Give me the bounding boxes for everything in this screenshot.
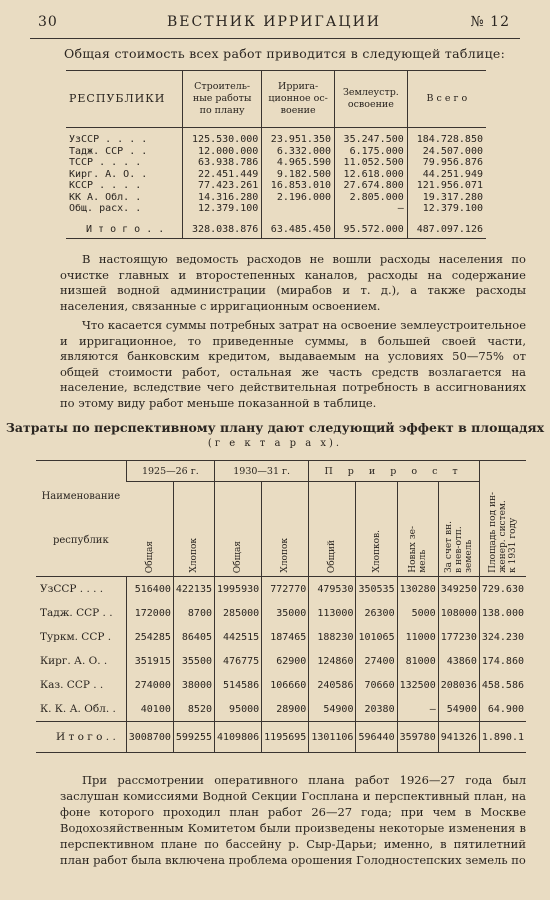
table-row xyxy=(66,157,486,169)
section-heading: Затраты по перспективному плану дают следующий эффект в площадях xyxy=(5,420,545,435)
area-cell: 54900 xyxy=(438,697,479,722)
table-row xyxy=(66,203,486,215)
area-cell: 11000 xyxy=(397,625,438,649)
area-table xyxy=(36,460,526,753)
republic-name: Тадж. ССР . . xyxy=(40,607,113,619)
total-cell: 4109806 xyxy=(215,722,262,753)
running-header xyxy=(38,14,510,36)
cost-cell: 16.853.010 xyxy=(262,180,335,192)
last-header xyxy=(479,461,526,577)
area-cell: 349250 xyxy=(438,577,479,602)
table-row xyxy=(36,649,526,673)
area-cell: 106660 xyxy=(262,673,309,697)
area-cell: 422135 xyxy=(173,577,214,602)
area-cell: 62900 xyxy=(262,649,309,673)
cost-cell: — xyxy=(335,203,408,215)
area-cell: 130280 xyxy=(397,577,438,602)
sub-header xyxy=(309,482,356,577)
area-cell: 208036 xyxy=(438,673,479,697)
cost-cell: 6.332.000 xyxy=(262,146,335,158)
area-cell: 1995930 xyxy=(215,577,262,602)
page-number: 30 xyxy=(38,14,58,30)
paragraph-plan xyxy=(60,772,526,868)
total-cell: 3008700 xyxy=(126,722,173,753)
paragraph-expenses xyxy=(60,252,526,314)
area-cell: 458.586 xyxy=(479,673,526,697)
total-cell: 1.890.1 xyxy=(479,722,526,753)
area-cell: 188230 xyxy=(309,625,356,649)
paragraph-expenses-text: В настоящую ведомость расходов не вошли расходы населения по очистке главных и второстепенных каналов, расходы на содержание низшей водной администрации (мирабов и т. д.), а также расходы населения, связанные с ирригационным освоением. xyxy=(60,252,526,313)
cost-cell: 23.951.350 xyxy=(262,128,335,146)
republic-name: Кирг. А. О. . xyxy=(69,168,148,180)
area-cell: 27400 xyxy=(356,649,397,673)
total-cell: 359780 xyxy=(397,722,438,753)
area-cell: 254285 xyxy=(126,625,173,649)
area-cell: 174.860 xyxy=(479,649,526,673)
cost-cell: 184.728.850 xyxy=(407,128,486,146)
republic-name: Общ. расх. . xyxy=(69,203,142,214)
area-cell: 187465 xyxy=(262,625,309,649)
table-row xyxy=(66,169,486,181)
area-cell: 479530 xyxy=(309,577,356,602)
table-row xyxy=(66,180,486,192)
cost-table-header: Строитель- ные работы по плану xyxy=(183,71,262,128)
area-cell: 124860 xyxy=(309,649,356,673)
cost-cell: 44.251.949 xyxy=(407,169,486,181)
sub-header-text: Общая xyxy=(144,540,155,573)
area-cell: 324.230 xyxy=(479,625,526,649)
total-cell: 328.038.876 xyxy=(183,215,262,239)
cost-cell: 27.674.800 xyxy=(335,180,408,192)
cost-cell: 19.317.280 xyxy=(407,192,486,204)
total-cell: 941326 xyxy=(438,722,479,753)
republic-name: Кирг. А. О. . xyxy=(40,655,108,667)
cost-cell xyxy=(262,203,335,215)
area-cell: 28900 xyxy=(262,697,309,722)
sub-header xyxy=(262,482,309,577)
area-cell: 86405 xyxy=(173,625,214,649)
area-cell: 95000 xyxy=(215,697,262,722)
republic-name: Тадж. ССР . . xyxy=(69,145,148,157)
journal-title: ВЕСТНИК ИРРИГАЦИИ xyxy=(166,14,382,30)
area-cell: 132500 xyxy=(397,673,438,697)
area-cell: 54900 xyxy=(309,697,356,722)
area-cell: 138.000 xyxy=(479,601,526,625)
cost-cell: 35.247.500 xyxy=(335,128,408,146)
area-cell: 514586 xyxy=(215,673,262,697)
paragraph-credit xyxy=(60,318,526,411)
cost-cell: 2.196.000 xyxy=(262,192,335,204)
cost-table-header: РЕСПУБЛИКИ xyxy=(66,71,183,128)
area-cell: 108000 xyxy=(438,601,479,625)
sub-header xyxy=(356,482,397,577)
area-cell: 113000 xyxy=(309,601,356,625)
cost-cell: 125.530.000 xyxy=(183,128,262,146)
republic-name: УзССР . . . . xyxy=(40,583,104,595)
area-cell: 43860 xyxy=(438,649,479,673)
total-cell: 95.572.000 xyxy=(335,215,408,239)
area-cell: 40100 xyxy=(126,697,173,722)
total-label: И т о г о . . xyxy=(36,722,126,753)
group-header-growth: П р и р о с т xyxy=(309,461,480,482)
area-cell: 8520 xyxy=(173,697,214,722)
area-cell: 274000 xyxy=(126,673,173,697)
sub-header xyxy=(126,482,173,577)
cost-cell: 63.938.786 xyxy=(183,157,262,169)
table-row xyxy=(36,577,526,602)
total-cell: 63.485.450 xyxy=(262,215,335,239)
republic-name: УзССР . . . . xyxy=(69,134,148,145)
sub-header xyxy=(173,482,214,577)
table-row xyxy=(36,601,526,625)
sub-header-text: Хлопок xyxy=(188,538,199,573)
area-cell: 20380 xyxy=(356,697,397,722)
cost-cell: 9.182.500 xyxy=(262,169,335,181)
sub-header xyxy=(215,482,262,577)
cost-cell: 11.052.500 xyxy=(335,157,408,169)
area-cell: 38000 xyxy=(173,673,214,697)
area-cell: 70660 xyxy=(356,673,397,697)
total-cell: 599255 xyxy=(173,722,214,753)
cost-cell: 12.618.000 xyxy=(335,169,408,181)
last-header-text: Площадь под ин- женер. систем. к 1931 году xyxy=(487,492,518,573)
total-row xyxy=(36,722,526,753)
area-cell: 81000 xyxy=(397,649,438,673)
table-row xyxy=(36,673,526,697)
sub-header xyxy=(438,482,479,577)
area-cell: — xyxy=(397,697,438,722)
area-cell: 35500 xyxy=(173,649,214,673)
table-row xyxy=(36,625,526,649)
total-cell: 596440 xyxy=(356,722,397,753)
cost-table-header: Землеустр. освоение xyxy=(335,71,408,128)
republic-name: КК А. Обл. . xyxy=(69,191,142,203)
cost-cell: 14.316.280 xyxy=(183,192,262,204)
area-cell: 351915 xyxy=(126,649,173,673)
republic-name: КССР . . . . xyxy=(69,180,142,191)
table-row xyxy=(66,128,486,146)
cost-cell: 22.451.449 xyxy=(183,169,262,181)
header-rule xyxy=(30,38,520,39)
area-cell: 101065 xyxy=(356,625,397,649)
total-cell: 487.097.126 xyxy=(407,215,486,239)
sub-header-text: Общий xyxy=(327,539,338,573)
republic-name: ТССР . . . . xyxy=(69,157,142,168)
group-header-1925: 1925—26 г. xyxy=(126,461,214,482)
area-cell: 35000 xyxy=(262,601,309,625)
republic-name: К. К. А. Обл. . xyxy=(40,703,116,715)
cost-cell: 79.956.876 xyxy=(407,157,486,169)
section-subheading: (г е к т а р а х). xyxy=(207,438,343,449)
sub-header-text: Хлопков. xyxy=(371,530,382,573)
name-header-text: Наименование республик xyxy=(41,490,121,546)
sub-header-text: Новых зе- мель xyxy=(407,526,428,573)
cost-cell: 24.507.000 xyxy=(407,146,486,158)
issue-number: № 12 xyxy=(470,14,510,30)
sub-header xyxy=(397,482,438,577)
republic-name: Туркм. ССР . xyxy=(40,631,112,643)
name-header xyxy=(36,461,126,577)
total-row xyxy=(66,215,486,239)
intro-line: Общая стоимость всех работ приводится в следующей таблице: xyxy=(64,46,506,61)
area-cell: 26300 xyxy=(356,601,397,625)
cost-cell: 121.956.071 xyxy=(407,180,486,192)
area-cell: 772770 xyxy=(262,577,309,602)
sub-header-text: Общая xyxy=(233,540,244,573)
paragraph-plan-text: При рассмотрении оперативного плана работ 1926—27 года был заслушан комиссиями Водной Секции Госплана и перспективный план, на фоне которого проходил план работ 26—27 года; при чем в Москве Водохозяйственным Комитетом были произведены некоторые изменения в перспективном плане по бассейну р. Сыр-Дарьи; именно, в пятилетний план работ была включена проблема орошения Голодностепских земель по xyxy=(60,773,526,867)
cost-cell: 4.965.590 xyxy=(262,157,335,169)
area-cell: 516400 xyxy=(126,577,173,602)
paragraph-credit-text: Что касается суммы потребных затрат на освоение землеустроительное и ирригационное, то приведенные суммы, в большей своей части, являются банковским кредитом, выдаваемым на условиях 50—75% от общей стоимости работ, остальная же часть средств возлагается на население, вследствие чего действительная потребность в ассигнованиях по этому виду работ меньше показанной в таблице. xyxy=(60,318,526,410)
republic-name: Каз. ССР . . xyxy=(40,679,104,691)
area-cell: 8700 xyxy=(173,601,214,625)
cost-cell: 6.175.000 xyxy=(335,146,408,158)
cost-cell: 2.805.000 xyxy=(335,192,408,204)
cost-cell: 12.000.000 xyxy=(183,146,262,158)
cost-table-header: Ирриrа- ционное ос- воение xyxy=(262,71,335,128)
area-cell: 350535 xyxy=(356,577,397,602)
table-row xyxy=(66,192,486,204)
table-row xyxy=(66,146,486,158)
area-cell: 240586 xyxy=(309,673,356,697)
total-cell: 1195695 xyxy=(262,722,309,753)
cost-table-header: В с е г о xyxy=(407,71,486,128)
cost-cell: 77.423.261 xyxy=(183,180,262,192)
area-cell: 442515 xyxy=(215,625,262,649)
group-header-1930: 1930—31 г. xyxy=(215,461,309,482)
area-cell: 285000 xyxy=(215,601,262,625)
total-cell: 1301106 xyxy=(309,722,356,753)
area-cell: 172000 xyxy=(126,601,173,625)
sub-header-text: За счет вн. в нев-отп. земель xyxy=(443,521,474,573)
cost-cell: 12.379.100 xyxy=(183,203,262,215)
area-cell: 476775 xyxy=(215,649,262,673)
cost-cell: 12.379.100 xyxy=(407,203,486,215)
area-cell: 5000 xyxy=(397,601,438,625)
table-row xyxy=(36,697,526,722)
total-label: И т о г о . . xyxy=(86,223,165,235)
sub-header-text: Хлопок xyxy=(280,538,291,573)
area-cell: 177230 xyxy=(438,625,479,649)
area-cell: 729.630 xyxy=(479,577,526,602)
cost-table xyxy=(66,70,486,239)
area-cell: 64.900 xyxy=(479,697,526,722)
